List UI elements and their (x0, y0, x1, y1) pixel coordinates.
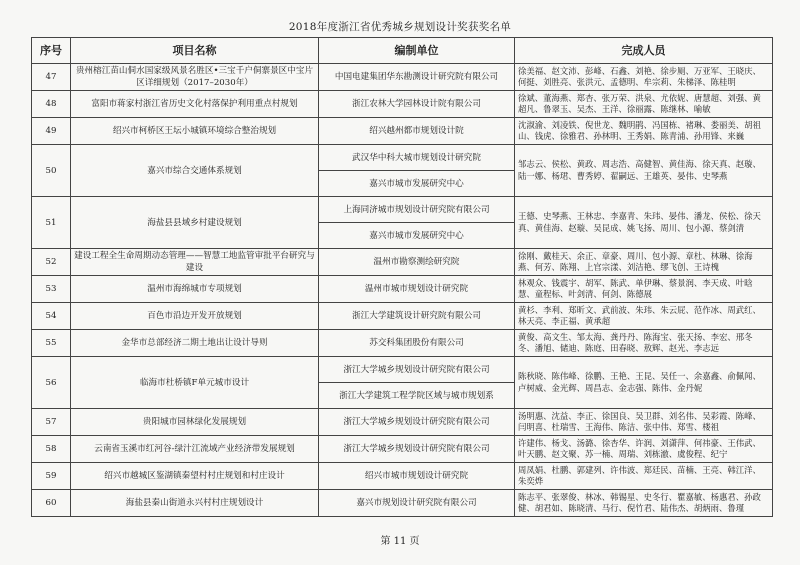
cell-num: 56 (32, 357, 71, 409)
cell-staff: 黄杉、李利、郑昕文、武前波、朱玮、朱云屁、范作冰、周武红、林天亮、李正福、黄承超 (515, 303, 773, 330)
cell-num: 51 (32, 197, 71, 249)
cell-project-name: 云南省玉溪市红河谷-绿汁江流域产业经济带发展规划 (71, 436, 319, 463)
cell-unit (319, 91, 515, 118)
cell-unit (319, 330, 515, 357)
header-staff: 完成人员 (515, 38, 773, 64)
cell-staff: 徐刚、戴桂天、余正、章豪、周川、包小源、章杜、林琳、徐海燕、何芳、陈翔、上官宗漾、刘洁艳、缪飞创、王诗槐 (515, 249, 773, 276)
unit-name: 浙江农林大学园林设计院有限公司 (352, 99, 481, 109)
table-row (32, 303, 773, 330)
table-row (32, 357, 773, 409)
unit-name: 浙江大学建筑设计研究院有限公司 (352, 311, 481, 321)
unit-name: 温州市勘察测绘研究院 (373, 257, 460, 267)
cell-staff: 汤明惠、沈益、李正、徐国良、吴卫群、刘名伟、吴彩霞、陈峰、闫明喜、杜瑞雪、王海伟、陈洁、张中伟、郑雪、楼祖 (515, 409, 773, 436)
cell-project-name: 贵州榕江苗山侗水国家级风景名胜区•三宝千户侗寨景区中宝片区详细规划（2017–2030年） (71, 64, 319, 91)
table-row (32, 330, 773, 357)
cell-unit (319, 463, 515, 490)
cell-num: 53 (32, 276, 71, 303)
table-row (32, 91, 773, 118)
unit-name: 上海同济城市规划设计研究院有限公司 (343, 204, 490, 215)
cell-project-name: 海盐县县域乡村建设规划 (71, 197, 319, 249)
cell-num: 55 (32, 330, 71, 357)
cell-project-name: 建设工程全生命周期动态管理——智慧工地监管审批平台研究与建设 (71, 249, 319, 276)
unit-name: 绍兴市城市规划设计研究院 (364, 471, 469, 481)
table-row (32, 145, 773, 197)
cell-num: 57 (32, 409, 71, 436)
cell-unit (319, 64, 515, 91)
table-row (32, 197, 773, 249)
cell-staff: 林观众、钱震宇、胡军、陈武、单伊琳、蔡景润、李天成、叶晗慧、童程标、叶剑清、何剑、陈德展 (515, 276, 773, 303)
header-unit: 编制单位 (319, 38, 515, 64)
unit-name: 浙江大学城乡规划设计研究院有限公司 (343, 364, 490, 375)
cell-staff: 徐斌、董海燕、郑杏、张万荣、洪泉、尤依妮、唐慧超、刘强、黄超凡、鲁翠玉、吴杰、王洋、徐丽露、陈继林、喻敏 (515, 91, 773, 118)
cell-num: 58 (32, 436, 71, 463)
page-number: 第 11 页 (380, 536, 420, 547)
table-row (32, 490, 773, 517)
cell-unit (319, 357, 515, 409)
cell-project-name: 温州市海绵城市专项规划 (71, 276, 319, 303)
unit-name: 嘉兴市规划设计研究院有限公司 (356, 498, 477, 508)
cell-num: 60 (32, 490, 71, 517)
cell-num: 54 (32, 303, 71, 330)
cell-staff: 周凤娟、杜鹏、郭建列、许伟波、郑廷民、苗楠、王亮、韩江洋、朱奕烨 (515, 463, 773, 490)
header-name: 项目名称 (71, 38, 319, 64)
cell-staff: 王德、史琴燕、王林忠、李嘉青、朱玮、晏伟、潘龙、侯松、徐天真、黄佳海、赵璇、吴昆成、姚飞扬、周川、包小源、蔡剑清 (515, 197, 773, 249)
cell-project-name: 临海市杜桥镇F单元城市设计 (71, 357, 319, 409)
cell-unit (319, 490, 515, 517)
cell-num: 59 (32, 463, 71, 490)
cell-staff: 陈志平、张翠俊、林冰、韩锡星、史冬行、瞿嘉敏、杨惠君、孙政健、胡君如、陈晓清、马行、倪竹君、陆伟杰、胡炳雨、鲁瑾 (515, 490, 773, 517)
cell-unit (319, 118, 515, 145)
cell-num: 49 (32, 118, 71, 145)
table-row (32, 463, 773, 490)
cell-num: 50 (32, 145, 71, 197)
cell-unit (319, 197, 515, 249)
cell-staff: 许建伟、杨戈、汤潞、徐杏华、许润、刘潇萍、何祎豪、王伟武、叶天鹏、赵文聚、苏一楠、周瑞、刘栋澈、虞俊程、纪宁 (515, 436, 773, 463)
cell-unit (319, 145, 515, 197)
table-row (32, 409, 773, 436)
cell-unit (319, 276, 515, 303)
unit-name: 浙江大学建筑工程学院区域与城市规划系 (319, 382, 514, 408)
unit-name: 浙江大学城乡规划设计研究院有限公司 (343, 417, 490, 427)
unit-name: 温州市城市规划设计研究院 (364, 284, 469, 294)
unit-name: 苏交科集团股份有限公司 (369, 338, 464, 348)
cell-project-name: 海盐县秦山街道永兴村村庄规划设计 (71, 490, 319, 517)
header-num: 序号 (32, 38, 71, 64)
cell-num: 47 (32, 64, 71, 91)
awards-table (31, 37, 773, 517)
cell-project-name: 百色市沿边开发开放规划 (71, 303, 319, 330)
cell-num: 48 (32, 91, 71, 118)
unit-name: 嘉兴市城市发展研究中心 (319, 222, 514, 248)
cell-project-name: 绍兴市柯桥区王坛小城镇环境综合整治规划 (71, 118, 319, 145)
cell-staff: 陈秋晓、陈伟峰、徐鹏、王艳、王昆、吴任一、余嘉鑫、俞佩闻、卢树威、金光辉、周昌志、金志强、陈伟、金丹妮 (515, 357, 773, 409)
unit-name: 浙江大学城乡规划设计研究院有限公司 (343, 444, 490, 454)
cell-unit (319, 249, 515, 276)
cell-project-name: 贵阳城市园林绿化发展规划 (71, 409, 319, 436)
cell-staff: 徐美福、赵文沛、彭峰、石鑫、刘艳、徐步厕、万亚军、王晓庆、何挺、刘胜亮、张洪元、孟德明、牟宗莉、朱梯泽、陈桂明 (515, 64, 773, 91)
cell-staff: 沈淑渝、刘凌铁、倪世龙、魏明鹃、冯国栋、褚琳、娄丽美、胡祖山、钱虎、徐雅君、孙林明、王秀娟、陈青浦、孙用锋、来巍 (515, 118, 773, 145)
unit-name: 武汉华中科大城市规划设计研究院 (352, 152, 481, 163)
cell-num: 52 (32, 249, 71, 276)
unit-name: 中国电建集团华东勘测设计研究院有限公司 (334, 72, 499, 82)
table-row (32, 276, 773, 303)
cell-unit (319, 303, 515, 330)
table-header-row (32, 38, 773, 64)
table-row (32, 249, 773, 276)
cell-staff: 黄俊、高文生、邹太海、龚丹丹、陈海宝、张天扬、李宏、邢冬冬、潘旭、储迪、陈庭、田春晓、敖辉、赵光、李志远 (515, 330, 773, 357)
cell-project-name: 金华市总部经济二期土地出让设计导则 (71, 330, 319, 357)
unit-name: 绍兴越州都市规划设计院 (369, 126, 464, 136)
cell-staff: 邹志云、侯松、黄政、周志浩、高健智、黄佳海、徐天真、赵璇、陆一娜、杨珺、曹秀婷、翟嗣远、王雄英、晏伟、史琴燕 (515, 145, 773, 197)
page-title: 2018年度浙江省优秀城乡规划设计奖获奖名单 (288, 21, 512, 33)
cell-project-name: 富阳市蒋家村浙江省历史文化村落保护利用重点村规划 (71, 91, 319, 118)
table-row (32, 118, 773, 145)
table-row (32, 64, 773, 91)
cell-unit (319, 409, 515, 436)
cell-project-name: 嘉兴市综合交通体系规划 (71, 145, 319, 197)
unit-name: 嘉兴市城市发展研究中心 (319, 170, 514, 196)
table-row (32, 436, 773, 463)
cell-unit (319, 436, 515, 463)
cell-project-name: 绍兴市越城区鉴湖镇秦望村村庄规划和村庄设计 (71, 463, 319, 490)
